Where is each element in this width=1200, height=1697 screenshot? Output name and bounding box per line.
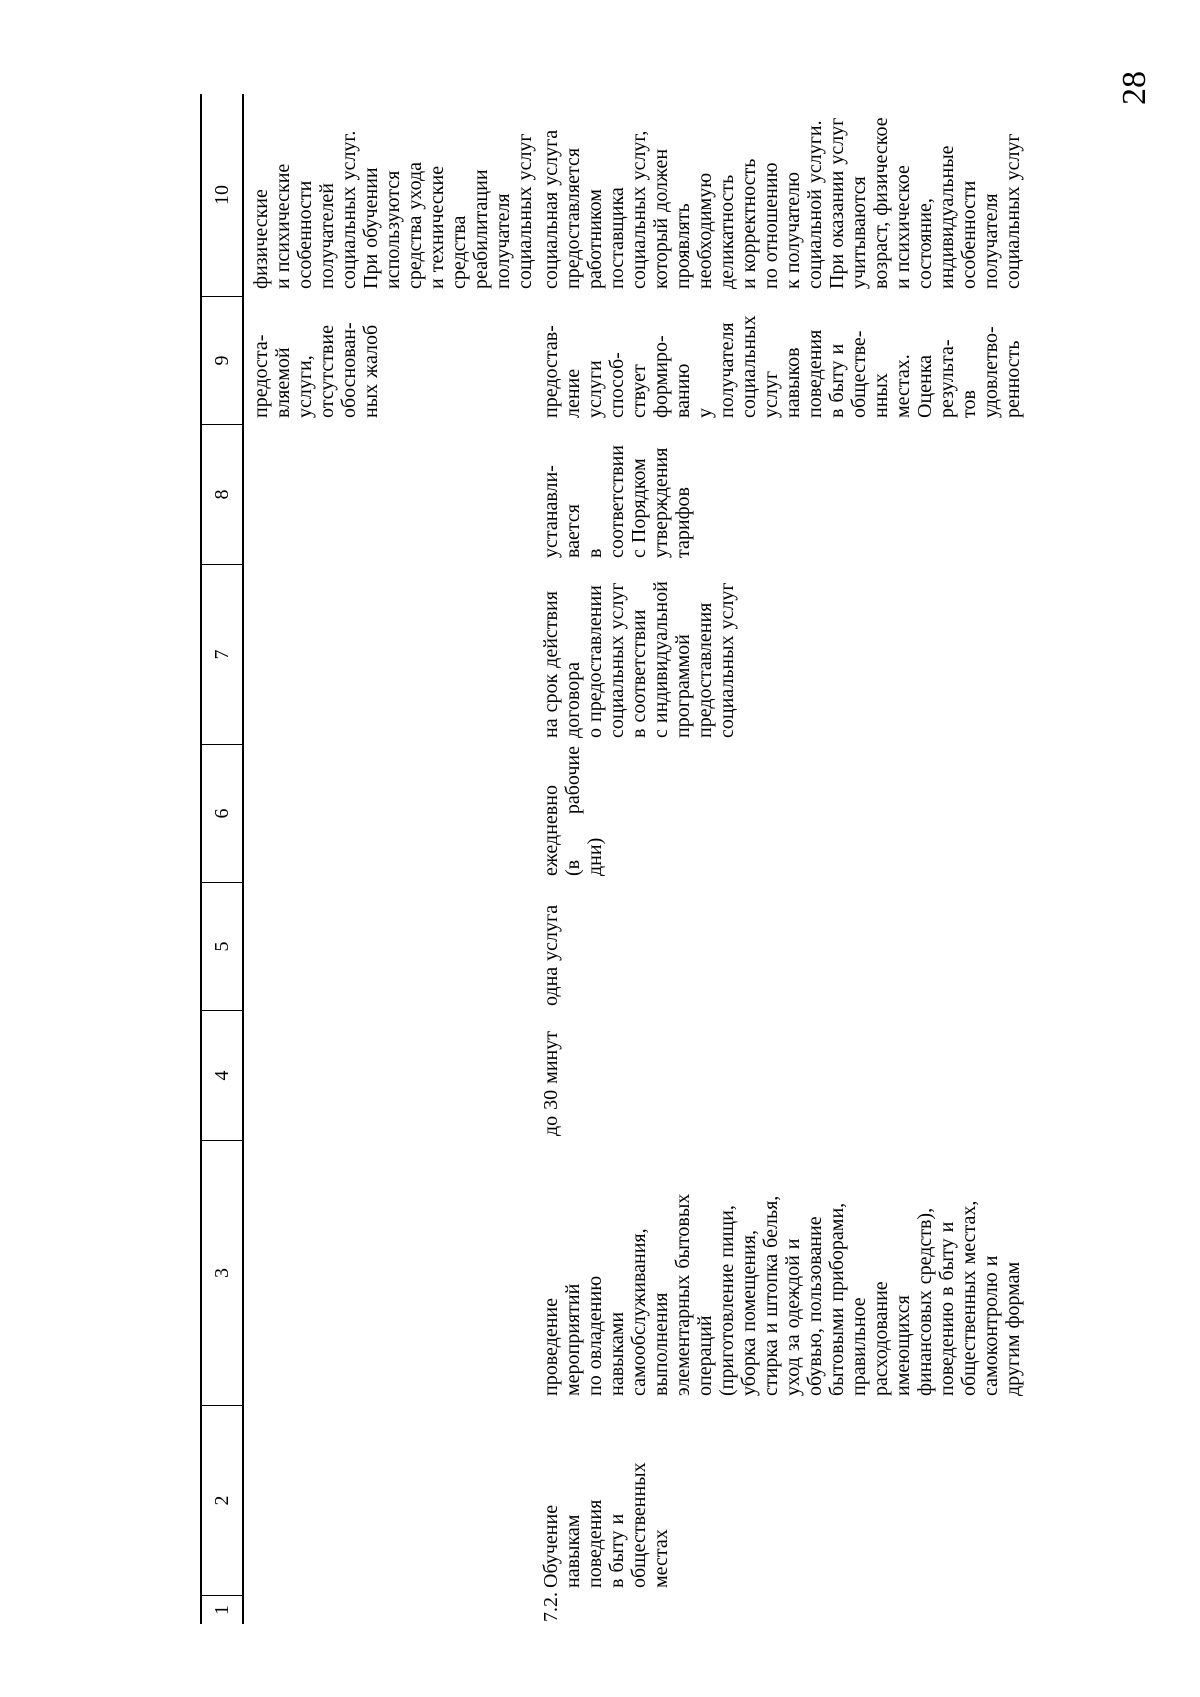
text-line: расходование — [870, 1281, 892, 1396]
text-line: бытовыми приборами, — [826, 1202, 848, 1396]
text-line: вается — [562, 504, 584, 558]
text-line: ежедневно — [540, 785, 562, 876]
text-line: проведение — [540, 1298, 562, 1396]
text-line: отсутствие — [316, 325, 338, 418]
text-line: получателя — [492, 193, 514, 289]
text-line: до 30 минут — [540, 1031, 562, 1136]
text-line: социальной услуги. — [804, 120, 826, 289]
header-col-6: 6 — [202, 745, 242, 883]
carryover-col-10 — [250, 99, 536, 289]
text-line: социальных услуг — [1002, 133, 1024, 289]
header-col-2: 2 — [202, 1406, 242, 1596]
text-line: Обучение — [540, 1504, 562, 1588]
text-line: нных — [870, 373, 892, 418]
text-line: (приготовление пищи, — [716, 1205, 738, 1396]
text-line: социальных — [738, 315, 760, 418]
text-line: общественных местах, — [958, 1200, 980, 1396]
header-col-9: 9 — [202, 297, 242, 425]
text-line: местах. — [892, 354, 914, 418]
text-line: средства ухода — [404, 161, 426, 289]
text-line: реабилитации — [470, 169, 492, 289]
text-line: возраст, физическое — [870, 117, 892, 289]
table-header-row — [200, 94, 244, 1624]
text-line: местах — [650, 1529, 672, 1588]
text-line: деликатность — [716, 174, 738, 289]
text-line: устанавли- — [540, 465, 562, 558]
service-conditions — [540, 99, 1024, 289]
text-line: социальных услуг, — [628, 130, 650, 289]
text-line: удовлетво- — [980, 326, 1002, 418]
text-line: предостав- — [540, 325, 562, 418]
text-line: элементарных бытовых — [672, 1193, 694, 1396]
text-line: (в рабочие дни) — [562, 746, 606, 876]
text-line: получателей — [316, 182, 338, 289]
text-line: способ- — [606, 352, 628, 418]
text-line: другим формам — [1002, 1261, 1024, 1396]
text-line: предоставляется — [562, 147, 584, 289]
text-line: выполнения — [650, 1292, 672, 1396]
text-line: услуги, — [294, 355, 316, 418]
text-line: учитываются — [848, 176, 870, 289]
text-line: соответствии — [606, 444, 628, 558]
service-duration — [540, 1011, 562, 1136]
text-line: стирка и штопка белья, — [760, 1195, 782, 1396]
text-line: и психические — [272, 163, 294, 289]
text-line: и корректность — [738, 158, 760, 289]
text-line: особенности — [294, 180, 316, 289]
text-line: индивидуальные — [936, 145, 958, 289]
text-line: предоста- — [250, 334, 272, 418]
text-line: поведению в быту и — [936, 1221, 958, 1396]
header-col-8: 8 — [202, 425, 242, 565]
text-line: ренность — [1002, 340, 1024, 418]
text-line: самообслуживания, — [628, 1228, 650, 1396]
text-line: социальных услуг. — [338, 130, 360, 289]
header-col-5: 5 — [202, 883, 242, 1011]
text-line: по овладению — [584, 1275, 606, 1396]
text-line: с Порядком — [628, 458, 650, 558]
text-line: поведения — [584, 1499, 606, 1588]
text-line: предоставления — [694, 602, 716, 738]
text-line: физические — [250, 189, 272, 289]
text-line: результа- — [936, 339, 958, 418]
header-col-1: 1 — [210, 1605, 233, 1615]
text-line: самоконтролю и — [980, 1255, 1002, 1396]
header-col-7: 7 — [202, 565, 242, 745]
text-line: который должен — [650, 148, 672, 289]
text-line: в быту и — [826, 343, 848, 418]
text-line: в соответствии — [628, 609, 650, 738]
text-line: поставщика — [606, 187, 628, 289]
text-line: обществе- — [848, 330, 870, 418]
text-line: При оказании услуг — [826, 117, 848, 289]
text-line: навыками — [606, 1311, 628, 1396]
text-line: социальных услуг — [514, 133, 536, 289]
text-line: ление — [562, 368, 584, 418]
text-line: и технические — [426, 165, 448, 289]
text-line: услуг — [760, 370, 782, 418]
text-line: социальных услуг — [716, 582, 738, 738]
text-line: особенности — [958, 180, 980, 289]
text-line: навыкам — [562, 1514, 584, 1588]
text-line: операций — [694, 1315, 716, 1396]
text-line: социальная услуга — [540, 129, 562, 289]
text-line: к получателю — [782, 171, 804, 289]
text-line: получателя — [716, 322, 738, 418]
text-line: формиро- — [650, 335, 672, 418]
text-line: вляемой — [272, 347, 294, 418]
page-number: 28 — [1116, 71, 1153, 105]
header-col-10: 10 — [202, 94, 242, 297]
text-line: поведения — [804, 329, 826, 418]
text-line: в — [584, 548, 606, 558]
text-line: о предоставлении — [584, 585, 606, 738]
text-line: обувью, пользование — [804, 1216, 826, 1396]
text-line: уборка помещения, — [738, 1230, 760, 1396]
text-line: имеющихся — [892, 1295, 914, 1396]
service-description — [540, 1144, 1024, 1396]
text-line: проявлять — [672, 203, 694, 289]
text-line: обоснован- — [338, 322, 360, 418]
service-term — [540, 566, 738, 738]
text-line: и психическое — [892, 165, 914, 289]
text-line: ствует — [628, 364, 650, 418]
service-tariff — [540, 426, 694, 558]
text-line: в быту и — [606, 1513, 628, 1588]
text-line: навыков — [782, 347, 804, 418]
services-table — [200, 94, 1200, 1624]
header-col-4: 4 — [202, 1011, 242, 1141]
text-line: одна услуга — [540, 904, 562, 1006]
text-line: Оценка — [914, 354, 936, 418]
text-line: правильное — [848, 1297, 870, 1396]
text-line: с индивидуальной — [650, 581, 672, 738]
header-col-3: 3 — [202, 1141, 242, 1406]
text-line: услуги — [584, 360, 606, 418]
text-line: ных жалоб — [360, 324, 382, 418]
text-line: ванию — [672, 363, 694, 418]
text-line: договора — [562, 661, 584, 738]
carryover-col-9 — [250, 300, 382, 418]
text-line: социальных услуг — [606, 582, 628, 738]
text-line: по отношению — [760, 162, 782, 289]
text-line: уход за одеждой и — [782, 1238, 804, 1396]
text-line: утверждения — [650, 447, 672, 558]
text-line: При обучении — [360, 167, 382, 289]
text-line: тов — [958, 390, 980, 418]
text-line: необходимую — [694, 172, 716, 289]
service-unit — [540, 884, 562, 1006]
text-line: состояние, — [914, 198, 936, 289]
text-line: работником — [584, 189, 606, 289]
text-line: тарифов — [672, 487, 694, 558]
service-name — [540, 1410, 672, 1588]
text-line: у — [694, 408, 716, 418]
service-quality-indicators — [540, 298, 1024, 418]
text-line: получателя — [980, 193, 1002, 289]
text-line: средства — [448, 215, 470, 289]
text-line: мероприятий — [562, 1283, 584, 1396]
row-number: 7.2. — [540, 1592, 562, 1622]
text-line: используются — [382, 170, 404, 289]
text-line: финансовых средств), — [914, 1207, 936, 1396]
text-line: программой — [672, 634, 694, 738]
text-line: на срок действия — [540, 591, 562, 738]
text-line: общественных — [628, 1462, 650, 1588]
service-periodicity — [540, 746, 606, 876]
